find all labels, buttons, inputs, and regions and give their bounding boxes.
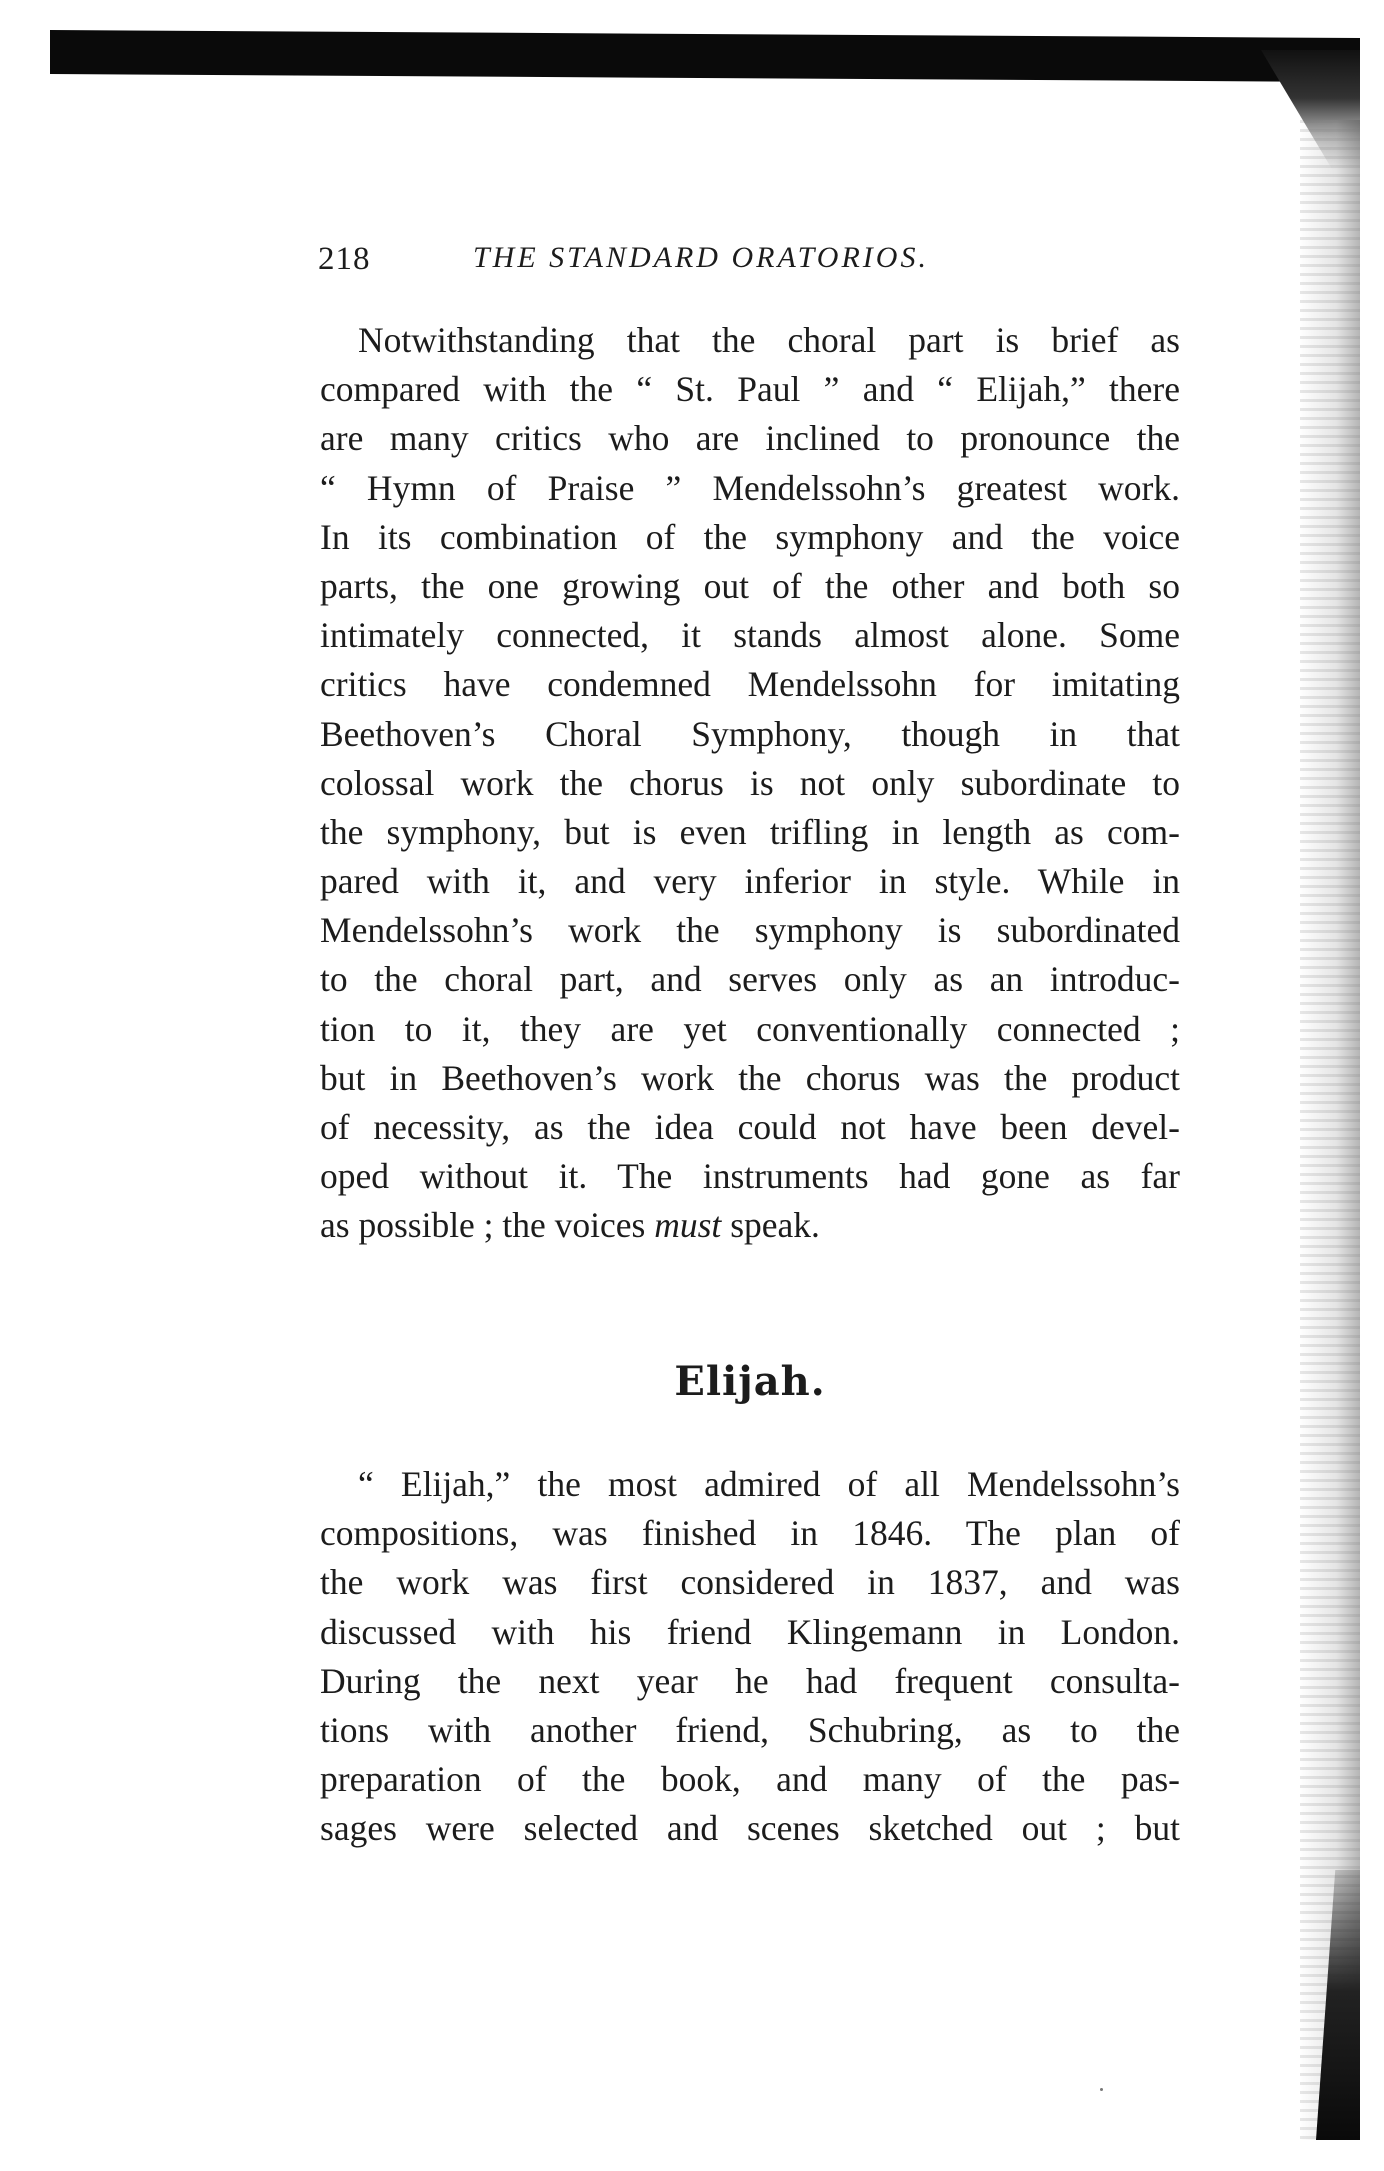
text-line: In its combination of the symphony and the voice xyxy=(320,516,1180,557)
final-line-start: as possible ; the voices xyxy=(320,1205,655,1246)
text-line: compositions, was finished in 1846. The plan of xyxy=(320,1513,1180,1554)
text-line: compared with the “ St. Paul ” and “ Elijah,” there xyxy=(320,369,1180,410)
text-line: intimately connected, it stands almost alone. Some xyxy=(320,615,1180,656)
text-line: preparation of the book, and many of the pas- xyxy=(320,1759,1180,1800)
paragraph-elijah xyxy=(320,1460,1180,1854)
text-line: parts, the one growing out of the other and both so xyxy=(320,565,1180,606)
page-number: 218 xyxy=(318,241,371,277)
text-line: Mendelssohn’s work the symphony is subordinated xyxy=(320,910,1180,951)
text-line: but in Beethoven’s work the chorus was the product xyxy=(320,1057,1180,1098)
text-line: the work was first considered in 1837, and was xyxy=(320,1562,1180,1603)
page-header xyxy=(318,237,1158,287)
running-title: THE STANDARD ORATORIOS. xyxy=(473,241,929,274)
scan-speck xyxy=(1100,2088,1103,2091)
text-line: pared with it, and very inferior in style. While in xyxy=(320,861,1180,902)
text-line: Notwithstanding that the choral part is brief as xyxy=(358,320,1180,360)
text-line: the symphony, but is even trifling in length as com- xyxy=(320,811,1180,852)
text-line: colossal work the chorus is not only subordinate to xyxy=(320,762,1180,803)
text-line-final xyxy=(320,1201,1180,1250)
text-line: tions with another friend, Schubring, as to the xyxy=(320,1709,1180,1750)
text-line: critics have condemned Mendelssohn for imitating xyxy=(320,664,1180,705)
text-line: tion to it, they are yet conventionally connected ; xyxy=(320,1008,1180,1049)
text-line: to the choral part, and serves only as an introduc- xyxy=(320,959,1180,1000)
text-line: discussed with his friend Klingemann in London. xyxy=(320,1611,1180,1652)
paragraph-hymn-of-praise xyxy=(320,316,1180,1251)
emphasized-word: must xyxy=(654,1205,722,1246)
text-line: During the next year he had frequent consulta- xyxy=(320,1660,1180,1701)
text-line: “ Hymn of Praise ” Mendelssohn’s greatest work. xyxy=(320,467,1180,508)
text-line: of necessity, as the idea could not have been devel- xyxy=(320,1107,1180,1147)
section-heading: Elijah. xyxy=(674,1358,826,1405)
scan-shadow-right-edge xyxy=(1300,120,1360,2140)
text-line: “ Elijah,” the most admired of all Mendelssohn’s xyxy=(358,1464,1180,1504)
final-line-end: speak. xyxy=(721,1205,820,1246)
text-line: oped without it. The instruments had gone as far xyxy=(320,1156,1180,1197)
scan-shadow-top-edge xyxy=(50,30,1360,82)
text-line: sages were selected and scenes sketched out ; but xyxy=(320,1808,1180,1849)
text-line: Beethoven’s Choral Symphony, though in that xyxy=(320,713,1180,754)
text-line: are many critics who are inclined to pronounce the xyxy=(320,418,1180,459)
